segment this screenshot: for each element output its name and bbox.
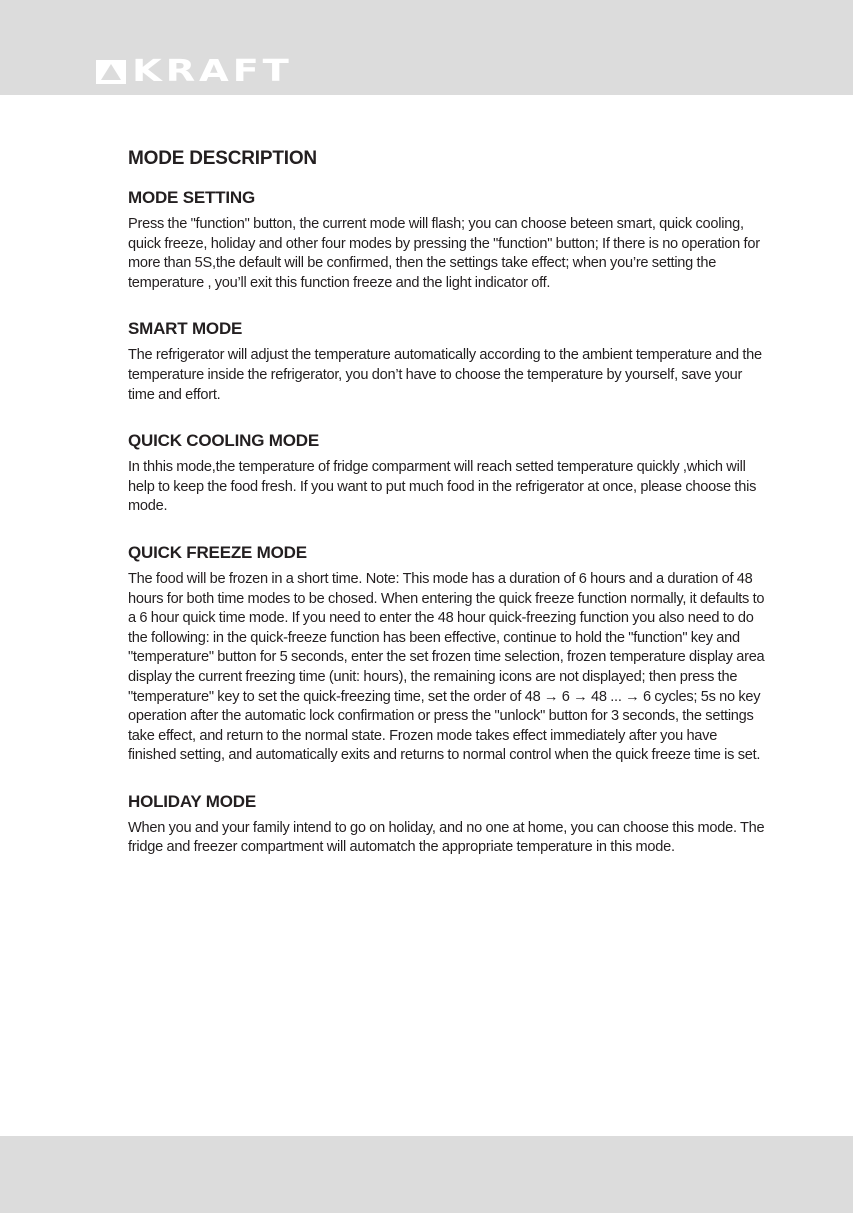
section-heading: HOLIDAY MODE (128, 791, 256, 811)
section-body: The food will be frozen in a short time. Note: This mode has a duration of 6 hours and a duration of 48 hours for both time modes to be chosed. When entering the quick freeze function normally, it defaults to a 6 hour quick time mode. If you need to enter the 48 hour quick-freezing function you also need to do the following: in the quick-freeze function has been effective, continue to hold the "function" key and "temperature" button for 5 seconds, enter the set frozen time selection, frozen temperature display area display the current freezing time (unit: hours), the remaining icons are not displayed; then press the "temperature" key to set the quick-freezing time, set the order of 48 → 6 → 48 ... → 6 cycles; 5s no key operation after the automatic lock confirmation or press the "unlock" button for 3 seconds, the settings take effect, and return to the normal state. Frozen mode takes effect immediately after you have finished setting, and automatically exits and returns to normal control when the quick freeze time is set. (128, 570, 765, 764)
section-body: In thhis mode,the temperature of fridge comparment will reach setted temperature quickly ,which will help to keep the food fresh. If you want to put much food in the refrigerator at once, please choose this mode. (128, 459, 757, 515)
footer-band (0, 1136, 853, 1213)
section-body: Press the "function" button, the current mode will flash; you can choose beteen smart, quick cooling, quick freeze, holiday and other four modes by pressing the "function" button; If there is no operation for more than 5S,the default will be confirmed, then the settings take effect; when you’re setting the temperature , you’ll exit this function freeze and the light indicator off. (128, 216, 760, 291)
section-quick-freeze-mode (128, 542, 768, 766)
section-heading: QUICK COOLING MODE (128, 431, 319, 451)
page-title: MODE DESCRIPTION (128, 148, 317, 169)
section-smart-mode (128, 318, 768, 405)
section-heading: SMART MODE (128, 319, 243, 339)
section-body: The refrigerator will adjust the temperature automatically according to the ambient temperature and the temperature inside the refrigerator, you don’t have to choose the temperature by yourself, save your time and effort. (128, 347, 762, 403)
section-mode-setting (128, 187, 768, 293)
kraft-logo (96, 54, 293, 89)
section-holiday-mode (128, 791, 768, 858)
header-band (0, 0, 853, 95)
section-body: When you and your family intend to go on holiday, and no one at home, you can choose this mode. The fridge and freezer compartment will automatch the appropriate temperature in this mode. (128, 819, 765, 856)
logo-mark-icon (96, 60, 126, 84)
page-content (128, 147, 768, 858)
section-heading: MODE SETTING (128, 188, 255, 207)
section-quick-cooling-mode (128, 430, 768, 517)
section-heading: QUICK FREEZE MODE (128, 542, 307, 562)
brand-name: KRAFT (132, 54, 293, 89)
